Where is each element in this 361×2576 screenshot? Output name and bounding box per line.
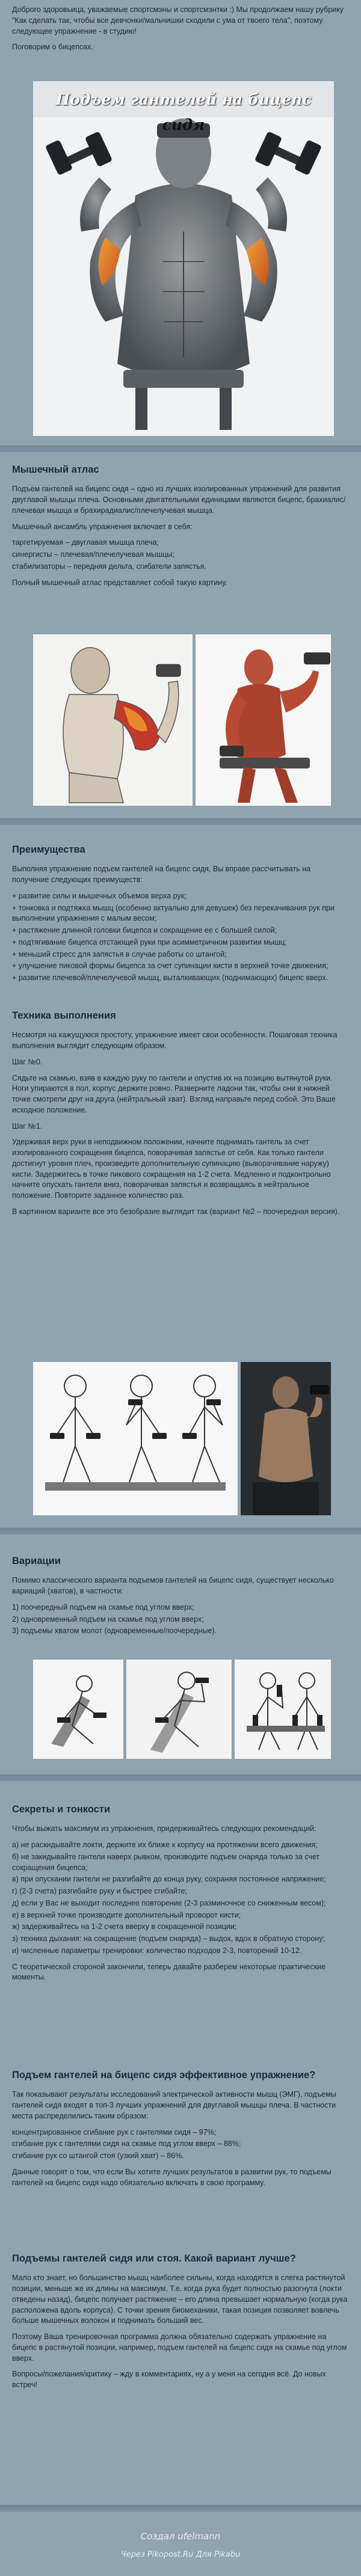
variations-paragraph-1: Помимо классического варианта подъемов гантелей на бицепс сидя, существует несколько вариаций (хватов), в частности: (12, 1576, 334, 1596)
which-paragraph-2: Поэтому Ваша тренировочная программа должна обязательно содержать упражнение на бицепс в растянутой позиции, например, подъем гантелей на бицепс сидя на скамье под углом вверх. (12, 2332, 347, 2363)
secrets-list-item: з) техника дыхания: на сокращение (подъем снаряда) – выдох, вдох в обратную сторону; (12, 1934, 325, 1943)
secrets-paragraph-1: Чтобы выжать максимум из упражнения, придерживайтесь следующих рекомендаций: (12, 1824, 316, 1833)
effective-list-item: концентрированное сгибание рук с гантелями сидя – 97%; (12, 2127, 217, 2136)
section-divider (0, 2504, 361, 2512)
atlas-section (0, 463, 361, 593)
benefits-list-item: + улучшение пиковой формы бицепса за счет супинации кисти в верхней точке движения; (12, 961, 329, 971)
hero-title (33, 87, 334, 133)
technique-sequence-drawing (33, 1362, 238, 1515)
technique-section (0, 1009, 361, 1223)
variation-2-drawing (126, 1660, 232, 1759)
intro-paragraph-1: Доброго здоровьица, уважаемые спортсмэны и спортсмэнтки :) Мы продолжаем нашу рубрику "Как сделать так, чтобы все девчонки/мальчишки сходили с ума от твоего тела", поэтому следующее упражнение - в студию! (12, 5, 344, 35)
atlas-image-right (196, 634, 331, 806)
atlas-muscle-diagram (33, 634, 193, 806)
secrets-list-item: ж) задерживайтесь на 1-2 счета вверху в сокращенной позиции; (12, 1922, 237, 1931)
variation-image-2 (126, 1660, 232, 1759)
hero-title-main: Подъем гантелей на бицепс (55, 91, 312, 108)
variations-list-item: 1) поочередный подъем на скамье под углом вверх; (12, 1602, 194, 1612)
technique-photo-drawing (241, 1362, 331, 1515)
technique-sequence-image (33, 1362, 238, 1515)
effective-paragraph-1: Так показывают результаты исследований электрической активности мышц (ЭМГ), подъемы гантелей сидя входят в топ-3 лучших упражнений для двуглавой мышцы плеча. В частности места распределились таким образом: (12, 2090, 336, 2120)
benefits-list-item: + тонковка и подтяжка мышц (особенно актуально для девушек) без перекачивания рук при выполнении упражнения с малым весом; (12, 903, 335, 923)
secrets-section (0, 1803, 361, 1989)
technique-paragraph-1: Несмотря на кажущуюся простоту, упражнение имеет свои особенности. Пошаговая техника выполнения выглядит следующим образом. (12, 1031, 338, 1050)
hero-image (33, 81, 334, 436)
atlas-heading: Мышечный атлас (12, 464, 99, 475)
atlas-list-item: стабилизаторы – передняя дельта, сгибатели запястья. (12, 562, 206, 571)
benefits-section (0, 843, 361, 985)
footer-source: Через Pikopost.Ru Для Pikabu (120, 2550, 241, 2559)
footer-author: Создал ufelmann (140, 2531, 221, 2542)
which-paragraph-1: Мало кто знает, но большинство мышц наиболее сильны, когда находятся в слегка растянутой позиции, меньше же их длины на максимум. Т.е. когда рука будет полностью разогнута (локти отведены назад), бицепс получает растяжение – его длина превышает нормальную (когда рука расположена вдоль корпуса). С точки зрения биомеханики, такая позиция позволяет вовлечь больше мышечных волокон и поднимать больший вес. (12, 2274, 348, 2325)
step-1-text: Удерживая верх руки в неподвижном положении, начните поднимать гантель за счет изолированного сокращения бицепса, поворачивая запястье от себя. Как только гантели достигнут уровня плеч, произведите дополнительную супинацию (выворачивание наружу) кисти. Задержитесь в точке пикового сокращения на 1-2 счета. Медленно и подконтрольно начните опускать гантели вниз, поворачивая запястья и возвращаясь в нейтральное положение. Повторите заданное количество раз. (12, 1138, 331, 1200)
effective-list-item: сгибание рук с гантелями сидя на скамье под углом вверх – 88%; (12, 2139, 241, 2148)
variations-list-item: 2) одновременный подъем на скамье под углом вверх; (12, 1615, 204, 1624)
secrets-list-item: б) не закидывайте гантели наверх рывком, производите подъем снаряда только за счет сокращения бицепса; (12, 1852, 320, 1872)
secrets-list-item: е) в верхней точке производите дополнительный проворот кисти; (12, 1910, 241, 1919)
atlas-list-item: синергисты – плечевая/плечелучевая мышцы; (12, 550, 174, 559)
section-divider (0, 445, 361, 452)
which-paragraph-3: Вопросы/пожелания/критику – жду в комментариях, ну а у меня на сегодня всё. До новых встреч! (12, 2370, 326, 2390)
secrets-heading: Секреты и тонкости (12, 1804, 111, 1815)
benefits-list-item: + развитие плечевой/плечелучевой мышц, выталкивающих (поднимающих) бицепс вверх. (12, 974, 329, 983)
atlas-paragraph-3: Полный мышечный атлас представляет собой такую картину. (12, 578, 227, 587)
benefits-list-item: + подтягивание бицепса отстающей руки при асимметричном развитии мышц; (12, 937, 287, 946)
section-divider (0, 1527, 361, 1535)
section-divider (0, 818, 361, 825)
secrets-list-item: в) при опускании гантели не разгибайте до конца руку, сохраняя постоянное напряжение; (12, 1875, 326, 1884)
atlas-anatomy-figure (196, 634, 331, 806)
step-0-title: Шаг №0. (12, 1057, 43, 1066)
effective-heading: Подъем гантелей на бицепс сидя эффективное упражнение? (12, 2070, 316, 2081)
secrets-list-item: д) если у Вас не выходит последнее повторение (2-3 разминочное со сниженным весом); (12, 1898, 326, 1907)
step-1-title: Шаг №1. (12, 1121, 43, 1130)
which-heading: Подъемы гантелей сидя или стоя. Какой вариант лучше? (12, 2253, 296, 2264)
benefits-list-item: + растяжение длинной головки бицепса и сокращение ее с большей силой; (12, 926, 277, 935)
step-0-text: Сядьте на скамью, взяв в каждую руку по гантели и опустив их на позицию вытянутой руки. Ноги упираются в пол, корпус держите ровно. Разверните ладони так, чтобы они в нижней точке смотрели друг на друга (нейтральный хват). Взгляд направьте перед собой. Это Ваше исходное положение. (12, 1073, 336, 1114)
atlas-paragraph-1: Подъем гантелей на бицепс сидя – одно из лучших изолированных упражнений для развития двуглавой мышцы плеча. Основными двигательными единицами являются бицепс, брахиалис/плечевая мышца и брахирадиалис/плечелучевая мышца. (12, 485, 346, 515)
section-divider (0, 1774, 361, 1781)
hero-title-accent: сидя (162, 116, 205, 133)
effective-list-item: сгибание рук со штангой стоя (узкий хват) – 86%. (12, 2151, 184, 2160)
variations-section (0, 1554, 361, 1638)
variations-list-item: 3) подъемы хватом молот (одновременные/поочередные). (12, 1627, 217, 1636)
secrets-list-item: и) численные параметры тренировки: количество подходов 2-3, повторений 10-12. (12, 1946, 302, 1955)
secrets-list-item: а) не раскидывайте локти, держите их ближе к корпусу на протяжении всего движения; (12, 1841, 318, 1850)
benefits-paragraph-1: Выполняя упражнение подъем гантелей на бицепс сидя, Вы вправе рассчитывать на получение следующих преимуществ: (12, 865, 311, 885)
benefits-list-item: + развитие силы и мышечных объемов верха рук; (12, 891, 187, 900)
technique-variant-paragraph: В картинном варианте все это безобразие выглядит так (вариант №2 – поочередная версия). (12, 1207, 340, 1216)
which-section (0, 2252, 361, 2396)
atlas-paragraph-2: Мышечный ансамбль упражнения включает в себя: (12, 522, 193, 531)
variation-image-1 (33, 1660, 123, 1759)
benefits-list-item: + меньший стресс для запястья в случае работы со штангой; (12, 949, 227, 958)
variation-3-drawing (235, 1660, 331, 1759)
atlas-image-left (33, 634, 193, 806)
secrets-paragraph-2: С теоретической стороной закончили, теперь давайте разберем некоторые практические моменты. (12, 1962, 326, 1982)
intro-paragraph-2: Поговорим о бицепсах. (12, 43, 93, 52)
effective-paragraph-2: Данные говорят о том, что если Вы хотите лучших результатов в развитии рук, то подъемы гантелей на бицепс сидя надо обязательно включать в свою программу. (12, 2167, 332, 2187)
variation-1-drawing (33, 1660, 123, 1759)
variation-image-3 (235, 1660, 331, 1759)
benefits-heading: Преимущества (12, 844, 85, 855)
technique-heading: Техника выполнения (12, 1010, 116, 1021)
intro-section (0, 5, 361, 58)
secrets-list-item: г) (2-3 счета) разгибайте руку и быстрее сгибайте; (12, 1887, 187, 1896)
effective-section (0, 2068, 361, 2194)
variations-heading: Вариации (12, 1556, 61, 1566)
atlas-list-item: таргетируемая – двуглавая мышца плеча; (12, 538, 159, 547)
technique-photo (241, 1362, 331, 1515)
